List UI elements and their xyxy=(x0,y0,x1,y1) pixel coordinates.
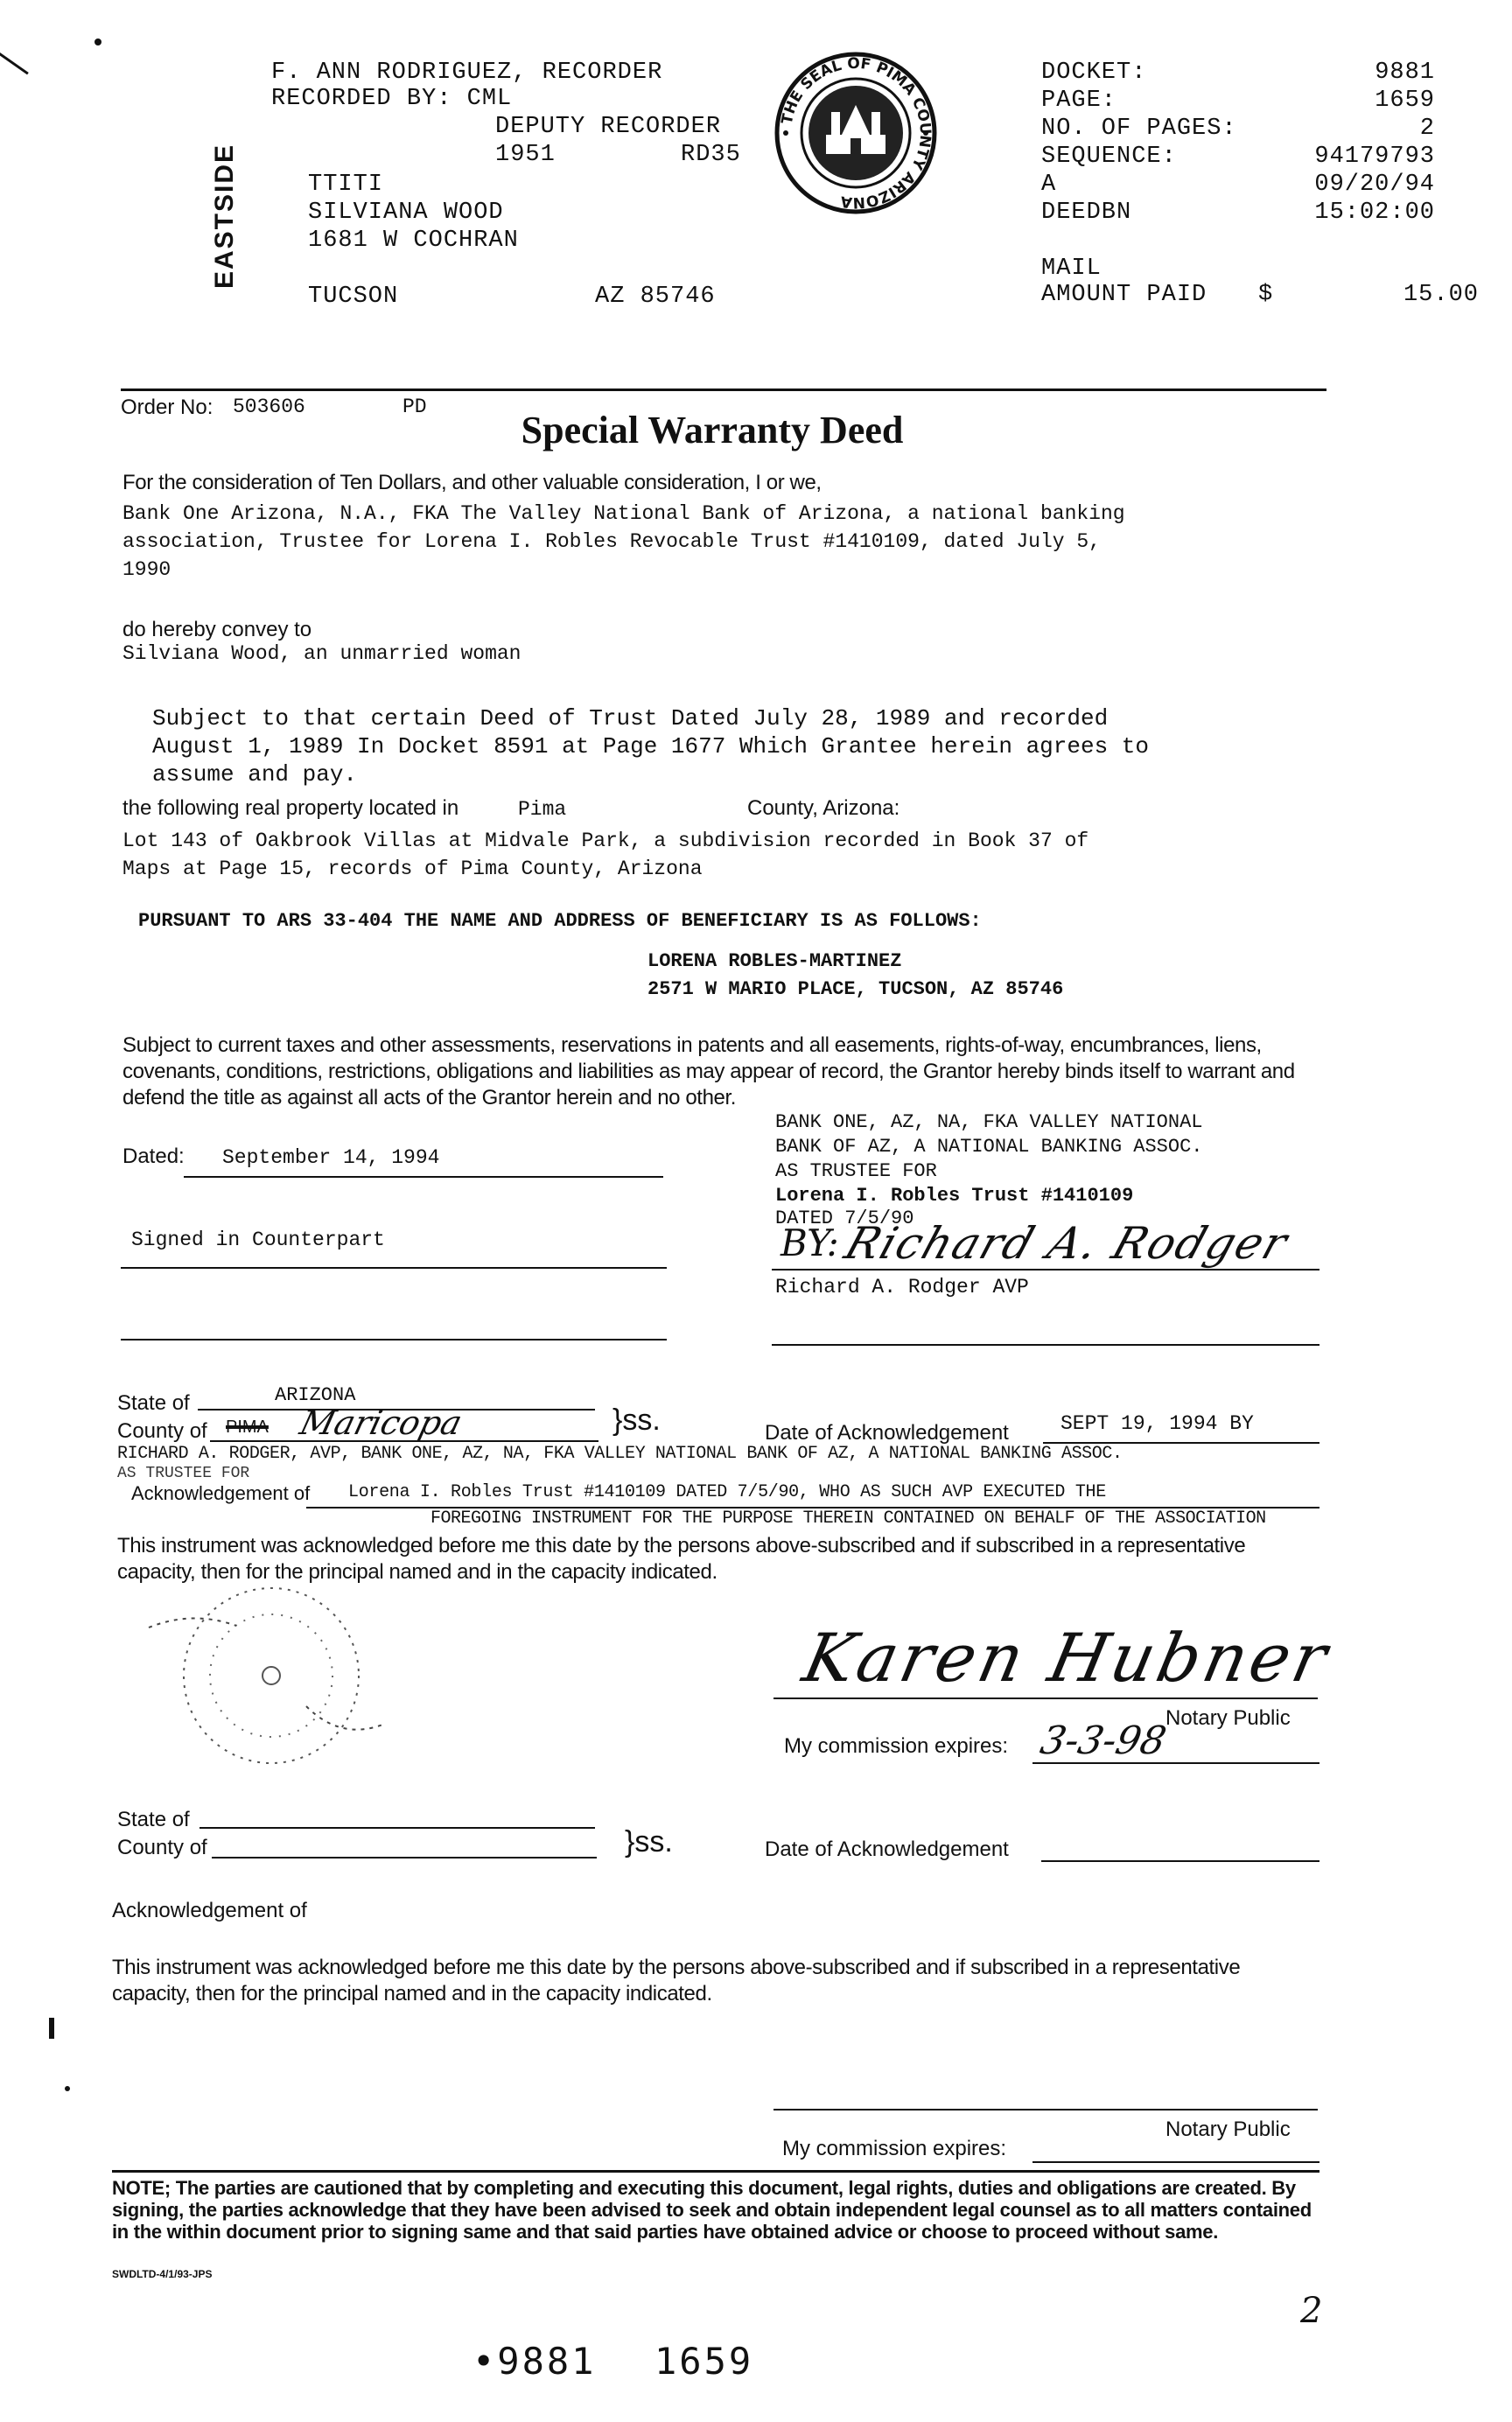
scan-dot xyxy=(94,38,102,46)
trustee-line-5: DATED 7/5/90 xyxy=(775,1208,914,1229)
addressee-line-2: SILVIANA WOOD xyxy=(308,200,504,226)
ack2-date-line xyxy=(1041,1860,1320,1862)
signature-line-left-1 xyxy=(121,1267,667,1269)
footer-page: 1659 xyxy=(654,2340,754,2383)
scan-dot xyxy=(65,2086,70,2091)
seal-text xyxy=(774,51,938,215)
ack1-date: SEPT 19, 1994 BY xyxy=(1060,1412,1254,1435)
note-divider xyxy=(112,2170,1320,2173)
trust-subject-line-3: assume and pay. xyxy=(152,761,358,788)
ack1-county-label: County of xyxy=(117,1419,207,1443)
dated-line xyxy=(184,1176,663,1178)
notary-seal-icon xyxy=(114,1575,438,1776)
grantor-line-2: association, Trustee for Lorena I. Robles Revocable Trust #1410109, dated July 5, xyxy=(122,530,1101,553)
ack1-ack-label: Acknowledgement of xyxy=(131,1482,311,1504)
signer-by-label: BY: xyxy=(780,1222,839,1264)
num-pages-value: 2 xyxy=(1419,116,1435,142)
grantor-line-1: Bank One Arizona, N.A., FKA The Valley National Bank of Arizona, a national banking xyxy=(122,502,1125,525)
legal-line-1: Lot 143 of Oakbrook Villas at Midvale Park, a subdivision recorded in Book 37 of xyxy=(122,830,1089,852)
num-pages-label: NO. OF PAGES: xyxy=(1041,116,1237,142)
signer-name: Richard A. Rodger AVP xyxy=(775,1276,1029,1298)
beneficiary-address: 2571 W MARIO PLACE, TUCSON, AZ 85746 xyxy=(648,978,1064,1000)
page-value: 1659 xyxy=(1375,88,1435,114)
grantor-line-3: 1990 xyxy=(122,558,172,581)
dated-label: Dated: xyxy=(122,1144,185,1168)
scan-mark xyxy=(49,2018,54,2039)
signature-line-left-2 xyxy=(121,1339,667,1340)
ack1-state-label: State of xyxy=(117,1391,190,1415)
ack1-notary-line xyxy=(774,1698,1318,1699)
order-number: 503606 xyxy=(233,396,305,418)
amount-paid-value: 15.00 xyxy=(1403,282,1479,308)
consideration-text: For the consideration of Ten Dollars, and other valuable consideration, I or we, xyxy=(122,471,822,494)
scan-corner-mark xyxy=(0,52,29,74)
trustee-line-2: BANK OF AZ, A NATIONAL BANKING ASSOC. xyxy=(775,1136,1203,1158)
ack2-commission-label: My commission expires: xyxy=(782,2137,1007,2160)
ack1-date-label: Date of Acknowledgement xyxy=(765,1421,1009,1445)
footer-docket xyxy=(472,2340,596,2383)
docket-value: 9881 xyxy=(1375,60,1435,86)
ack2-commission-line xyxy=(1032,2161,1320,2163)
addressee-state-zip: AZ 85746 xyxy=(595,284,716,310)
ack1-line-1: RICHARD A. RODGER, AVP, BANK ONE, AZ, NA, FKA VALLEY NATIONAL BANK OF AZ, A NATIONAL BANKING ASSOC. xyxy=(117,1444,1123,1464)
warranty-clause: Subject to current taxes and other assessments, reservations in patents and all easements, rights-of-way, encumbrances, liens, covenants, conditions, restrictions, obligations and liabilities as may appear of record, the Grantor hereby binds itself to warrant and defend the title as against all acts of the Grantor herein and no other. xyxy=(122,1033,1295,1110)
grantee-name: Silviana Wood, an unmarried woman xyxy=(122,642,522,665)
recorder-name: F. ANN RODRIGUEZ, RECORDER xyxy=(271,60,663,86)
order-suffix: PD xyxy=(402,396,427,418)
order-label: Order No: xyxy=(121,396,214,419)
notary-signature: Karen Hubner xyxy=(796,1619,1338,1697)
ack1-county: Maricopa xyxy=(296,1404,466,1442)
beneficiary-heading: PURSUANT TO ARS 33-404 THE NAME AND ADDRESS OF BENEFICIARY IS AS FOLLOWS: xyxy=(138,910,982,932)
addressee-line-1: TTITI xyxy=(308,172,384,198)
ack1-county-struck: PIMA xyxy=(226,1418,269,1437)
recording-time: 15:02:00 xyxy=(1314,200,1435,226)
property-county: Pima xyxy=(518,798,567,821)
ack1-trustee-prefix: AS TRUSTEE FOR xyxy=(117,1465,250,1482)
eastside-label: EASTSIDE xyxy=(210,143,239,289)
convey-text: do hereby convey to xyxy=(122,618,312,641)
trustee-line-1: BANK ONE, AZ, NA, FKA VALLEY NATIONAL xyxy=(775,1111,1203,1133)
footer-docket-number: 9881 xyxy=(497,2340,597,2383)
ack1-commission-line xyxy=(1032,1762,1320,1764)
ack2-county-line xyxy=(212,1857,597,1858)
ack2-state-line xyxy=(200,1827,595,1829)
deputy-recorder: DEPUTY RECORDER xyxy=(495,114,722,140)
recording-code-left: 1951 xyxy=(495,142,556,168)
ack1-commission-label: My commission expires: xyxy=(784,1734,1009,1758)
ack2-notary-label: Notary Public xyxy=(1166,2118,1291,2141)
ack1-line-3: FOREGOING INSTRUMENT FOR THE PURPOSE THEREIN CONTAINED ON BEHALF OF THE ASSOCIATION xyxy=(430,1508,1266,1529)
ack2-ss: }ss. xyxy=(625,1825,673,1858)
header-divider xyxy=(121,388,1326,391)
mail-label: MAIL xyxy=(1041,256,1102,282)
ack1-statement: This instrument was acknowledged before me this date by the persons above-subscribed and if subscribed in a representative capacity, then for the principal named and in the capacity indicated. xyxy=(117,1534,1246,1584)
signer-signature: Richard A. Rodger xyxy=(838,1218,1296,1269)
ack2-state-label: State of xyxy=(117,1808,190,1831)
date-code-label: A xyxy=(1041,172,1057,198)
ack2-ack-label: Acknowledgement of xyxy=(112,1899,307,1922)
beneficiary-name: LORENA ROBLES-MARTINEZ xyxy=(648,950,902,972)
deed-code-label: DEEDBN xyxy=(1041,200,1132,226)
county-seal-icon xyxy=(774,51,938,215)
footer-page-mark: 2 xyxy=(1300,2291,1323,2331)
trustee-line-4: Lorena I. Robles Trust #1410109 xyxy=(775,1185,1134,1207)
trustee-line-3: AS TRUSTEE FOR xyxy=(775,1160,937,1182)
recording-date: 09/20/94 xyxy=(1314,172,1435,198)
ack1-county-line xyxy=(210,1440,598,1442)
ack1-ss: }ss. xyxy=(612,1404,661,1437)
trust-subject-line-1: Subject to that certain Deed of Trust Dated July 28, 1989 and recorded xyxy=(152,705,1109,732)
footer-docket-mark: • xyxy=(472,2340,498,2383)
property-county-label: County, Arizona: xyxy=(747,796,900,820)
ack1-notary-label: Notary Public xyxy=(1166,1706,1291,1730)
addressee-line-3: 1681 W COCHRAN xyxy=(308,228,519,254)
counterpart-note: Signed in Counterpart xyxy=(131,1228,385,1251)
amount-paid-label: AMOUNT PAID xyxy=(1041,282,1208,308)
svg-text:THE SEAL OF PIMA COUNTY ARIZON: THE SEAL OF PIMA COUNTY ARIZONA xyxy=(778,54,934,212)
signature-line-right-2 xyxy=(772,1344,1320,1346)
page-label: PAGE: xyxy=(1041,88,1117,114)
ack1-commission-date: 3-3-98 xyxy=(1036,1718,1171,1763)
ack2-statement: This instrument was acknowledged before me this date by the persons above-subscribed and if subscribed in a representative capacity, then for the principal named and in the capacity indicated. xyxy=(112,1956,1241,2006)
currency-symbol: $ xyxy=(1258,282,1274,308)
recording-code-right: RD35 xyxy=(681,142,741,168)
ack2-date-label: Date of Acknowledgement xyxy=(765,1838,1009,1861)
docket-label: DOCKET: xyxy=(1041,60,1147,86)
sequence-value: 94179793 xyxy=(1314,144,1435,170)
ack1-line-2: Lorena I. Robles Trust #1410109 DATED 7/5/90, WHO AS SUCH AVP EXECUTED THE xyxy=(348,1482,1106,1502)
form-code: SWDLTD-4/1/93-JPS xyxy=(112,2268,213,2280)
sequence-label: SEQUENCE: xyxy=(1041,144,1177,170)
signature-line-right-1 xyxy=(772,1269,1320,1270)
ack2-notary-line xyxy=(774,2109,1318,2110)
dated-value: September 14, 1994 xyxy=(222,1146,440,1169)
ack2-county-label: County of xyxy=(117,1836,207,1859)
trust-subject-line-2: August 1, 1989 In Docket 8591 at Page 1677 Which Grantee herein agrees to xyxy=(152,733,1149,760)
ack1-state: ARIZONA xyxy=(275,1384,356,1406)
property-label: the following real property located in xyxy=(122,796,459,820)
addressee-city: TUCSON xyxy=(308,284,399,310)
recorded-by: RECORDED BY: CML xyxy=(271,86,513,112)
deed-title: Special Warranty Deed xyxy=(521,409,904,452)
legal-line-2: Maps at Page 15, records of Pima County, Arizona xyxy=(122,858,703,880)
legal-note: NOTE; The parties are cautioned that by completing and executing this document, legal rights, duties and obligations are created. By signing, the parties acknowledge that they have been advised to seek and obtain independent legal counsel as to all matters contained in the within document prior to signing same and that said parties have obtained advice or choose to proceed without same. xyxy=(112,2177,1312,2243)
